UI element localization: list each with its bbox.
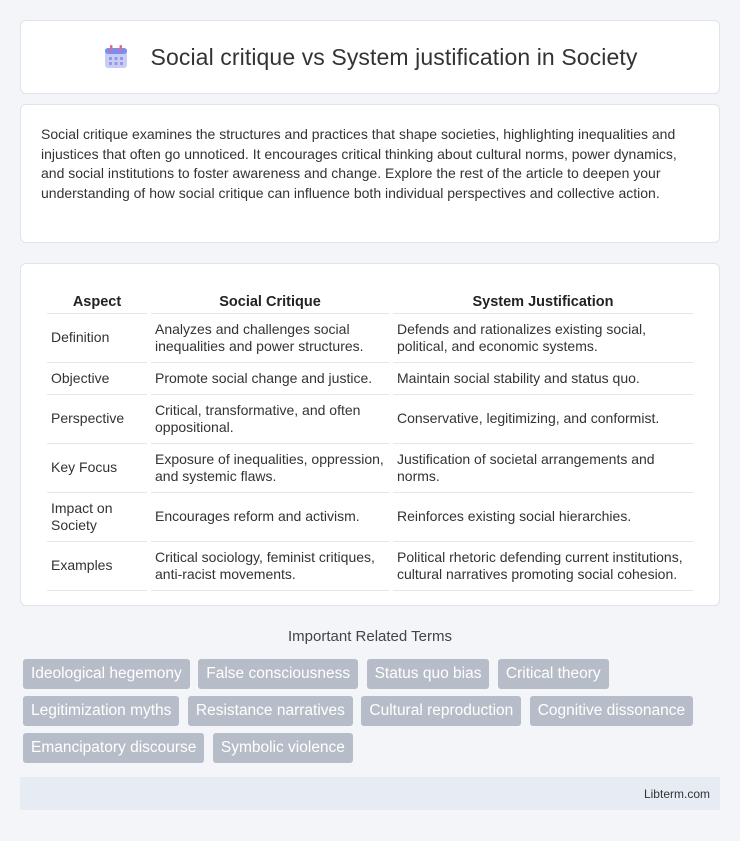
intro-card [20, 104, 720, 243]
table-row [47, 314, 693, 363]
table-cell: Analyzes and challenges social inequalities and power structures. [151, 314, 389, 363]
term-tag[interactable]: Status quo bias [367, 659, 490, 689]
table-cell: Conservative, legitimizing, and conformist. [393, 395, 693, 444]
comparison-table [43, 284, 697, 591]
related-terms-list [23, 659, 723, 770]
table-cell: Examples [47, 542, 147, 591]
table-cell: Definition [47, 314, 147, 363]
header-card [20, 20, 720, 94]
table-cell: Exposure of inequalities, oppression, and systemic flaws. [151, 444, 389, 493]
table-cell: Key Focus [47, 444, 147, 493]
intro-text: Social critique examines the structures and practices that shape societies, highlighting inequalities and injustices that often go unnoticed. It encourages critical thinking about cultural norms, power dynamics, and social institutions to foster awareness and change. Explore the rest of the article to deepen your understanding of how social critique can influence both individual perspectives and collective action. [41, 126, 677, 201]
column-header: Social Critique [151, 284, 389, 314]
table-cell: Political rhetoric defending current institutions, cultural narratives promoting social cohesion. [393, 542, 693, 591]
term-tag[interactable]: Cultural reproduction [361, 696, 521, 726]
footer [20, 777, 720, 810]
term-tag[interactable]: Legitimization myths [23, 696, 179, 726]
table-cell: Impact on Society [47, 493, 147, 542]
footer-brand-link[interactable]: Libterm.com [643, 787, 710, 801]
term-tag[interactable]: Resistance narratives [188, 696, 353, 726]
comparison-table-card [20, 263, 720, 606]
table-header-row [47, 284, 693, 314]
table-cell: Defends and rationalizes existing social, political, and economic systems. [393, 314, 693, 363]
page-title: Social critique vs System justification in Society [150, 43, 638, 70]
column-header: Aspect [47, 284, 147, 314]
table-cell: Promote social change and justice. [151, 363, 389, 395]
table-row [47, 542, 693, 591]
term-tag[interactable]: False consciousness [198, 659, 358, 689]
table-cell: Maintain social stability and status quo. [393, 363, 693, 395]
table-row [47, 363, 693, 395]
table-cell: Justification of societal arrangements and norms. [393, 444, 693, 493]
table-cell: Objective [47, 363, 147, 395]
table-cell: Encourages reform and activism. [151, 493, 389, 542]
term-tag[interactable]: Ideological hegemony [23, 659, 190, 689]
table-row [47, 444, 693, 493]
table-row [47, 395, 693, 444]
column-header: System Justification [393, 284, 693, 314]
term-tag[interactable]: Emancipatory discourse [23, 733, 204, 763]
term-tag[interactable]: Critical theory [498, 659, 609, 689]
term-tag[interactable]: Symbolic violence [213, 733, 353, 763]
term-tag[interactable]: Cognitive dissonance [530, 696, 693, 726]
related-terms-title: Important Related Terms [288, 628, 452, 645]
table-cell: Critical, transformative, and often oppositional. [151, 395, 389, 444]
table-cell: Reinforces existing social hierarchies. [393, 493, 693, 542]
table-row [47, 493, 693, 542]
calendar-icon [103, 44, 129, 70]
table-cell: Perspective [47, 395, 147, 444]
table-cell: Critical sociology, feminist critiques, anti-racist movements. [151, 542, 389, 591]
